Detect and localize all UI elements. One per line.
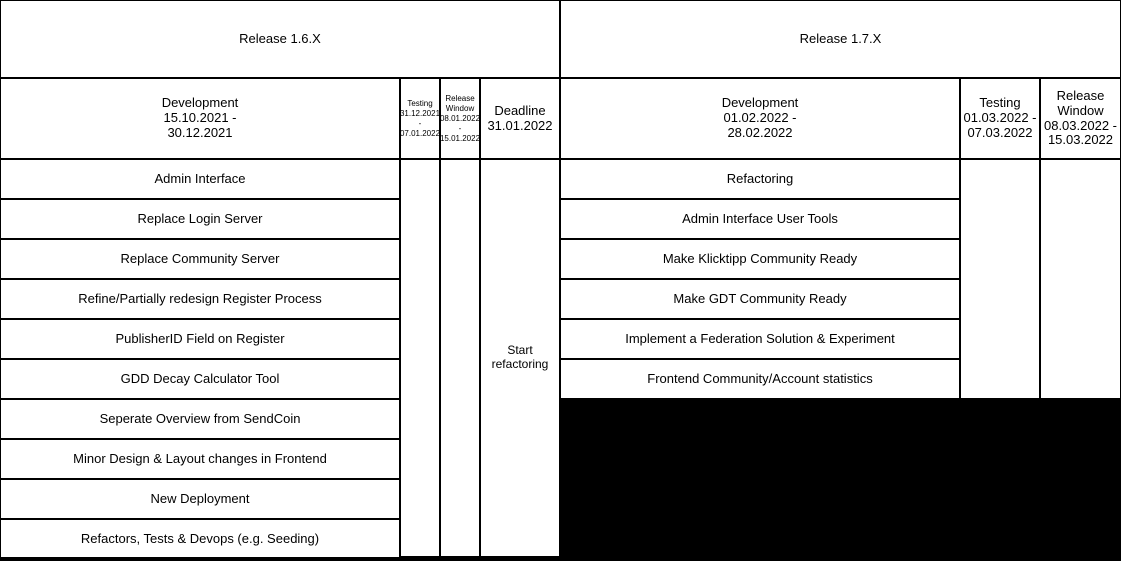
text-line: - [418,118,422,128]
deadline-header-1-6 [480,78,560,159]
text-line: 01.02.2022 - [723,110,797,126]
testing-header-1-7 [960,78,1040,159]
text-line: Deadline [494,102,546,118]
task-label: Admin Interface [154,170,246,186]
release-window-column-1-6 [440,159,480,557]
text-line: 08.01.2022 [439,113,481,123]
task-label: Make GDT Community Ready [673,290,847,306]
testing-header-1-6 [400,78,440,159]
start-refactoring-note: refactoring [491,357,549,371]
release-window-column-1-7 [1040,159,1121,399]
text-line: Development [161,95,239,111]
task-row [0,519,400,559]
text-line: 28.02.2022 [727,124,793,140]
task-label: PublisherID Field on Register [115,330,285,346]
task-label: Frontend Community/Account statistics [647,370,873,386]
release-window-header-1-6 [440,78,480,159]
task-label: Minor Design & Layout changes in Frontend [73,450,327,466]
release-1-6-title: Release 1.6.X [239,30,321,46]
task-label: Refine/Partially redesign Register Process [78,290,322,306]
text-line: - [458,123,462,133]
text-line: 31.12.2021 [399,108,441,118]
task-row [560,279,960,319]
text-line: Testing [979,95,1021,111]
task-label: GDD Decay Calculator Tool [120,370,280,386]
task-row [0,319,400,359]
task-row [0,439,400,479]
task-row [0,159,400,199]
text-line: 15.03.2022 [1047,132,1114,148]
text-line: 01.03.2022 - [963,110,1037,126]
text-line: Window [1057,102,1104,118]
testing-column-1-6 [400,159,440,557]
text-line: 07.03.2022 [967,124,1033,140]
text-line: Window [445,103,475,113]
task-row [560,359,960,399]
task-row [0,279,400,319]
task-label: Replace Community Server [120,250,280,266]
redacted-region [560,399,1121,561]
task-row [560,239,960,279]
development-header-1-7 [560,78,960,159]
task-label: Admin Interface User Tools [682,210,838,226]
bottom-border [0,557,1121,561]
text-line: Development [721,95,799,111]
task-row [560,159,960,199]
release-1-7-header [560,0,1121,78]
task-row [0,359,400,399]
text-line: 15.01.2022 [439,133,481,143]
release-1-6-header [0,0,560,78]
text-line: 30.12.2021 [167,124,233,140]
text-line: 07.01.2022 [399,128,441,138]
task-row [0,479,400,519]
text-line: Release [445,93,475,103]
task-row [560,199,960,239]
task-label: Refactors, Tests & Devops (e.g. Seeding) [80,530,320,546]
development-header-1-6 [0,78,400,159]
task-row [560,319,960,359]
testing-column-1-7 [960,159,1040,399]
text-line: 08.03.2022 - [1043,117,1117,133]
text-line: Release [1056,87,1105,103]
start-refactoring-note: Start [507,343,533,358]
task-label: New Deployment [150,490,250,506]
task-label: Replace Login Server [137,210,263,226]
task-row [0,199,400,239]
deadline-column-1-6 [480,159,560,557]
release-1-7-title: Release 1.7.X [799,30,882,46]
task-row [0,239,400,279]
task-label: Refactoring [726,170,794,186]
task-label: Make Klicktipp Community Ready [662,250,858,266]
task-label: Seperate Overview from SendCoin [99,410,301,426]
release-window-header-1-7 [1040,78,1121,159]
task-row [0,399,400,439]
task-label: Implement a Federation Solution & Experiment [625,330,895,346]
text-line: 15.10.2021 - [163,110,237,126]
text-line: Testing [407,98,433,108]
text-line: 31.01.2022 [487,117,553,133]
